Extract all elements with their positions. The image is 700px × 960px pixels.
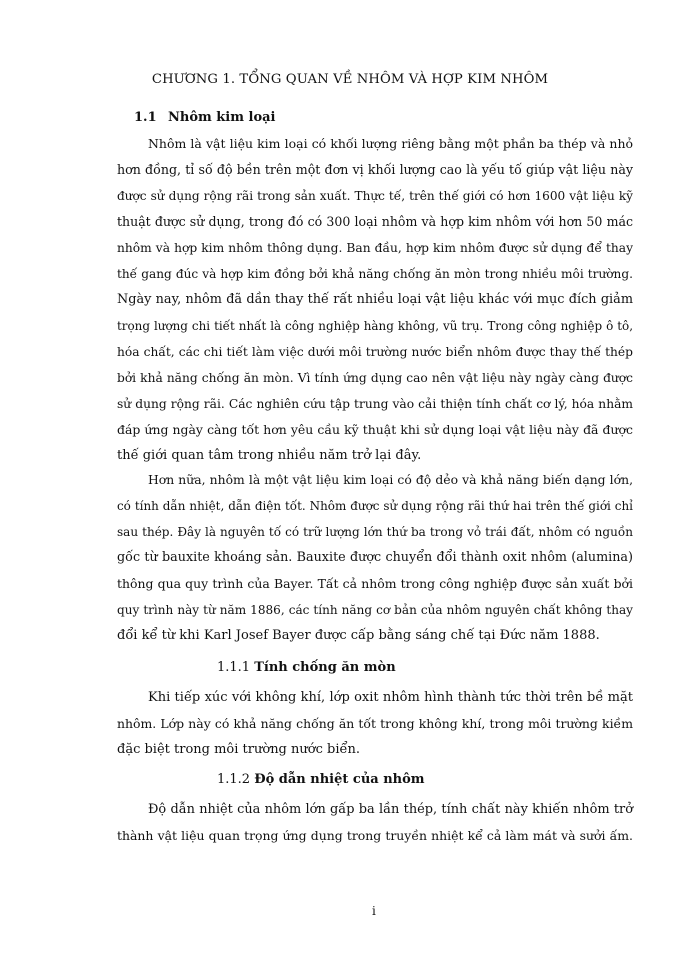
subsection-heading-1-1-2 — [217, 772, 425, 787]
section-title: Nhôm kim loại — [168, 110, 276, 125]
text-line: thế giới quan tâm trong nhiều năm trở lại đây. — [117, 448, 422, 463]
text-line: thành vật liệu quan trọng ứng dụng trong truyền nhiệt kể cả làm mát và sưởi ấm. — [117, 828, 633, 843]
text-line: sau thép. Đây là nguyên tố có trữ lượng lớn thứ ba trong vỏ trái đất, nhôm có nguồn — [117, 525, 633, 539]
section-heading — [134, 110, 276, 125]
text-line: gốc từ bauxite khoáng sản. Bauxite được chuyển đổi thành oxit nhôm (alumina) — [117, 550, 633, 565]
text-line: thông qua quy trình của Bayer. Tất cả nhôm trong công nghiệp được sản xuất bởi — [117, 576, 633, 591]
text-line: thuật được sử dụng, trong đó có 300 loại nhôm và hợp kim nhôm với hơn 50 mác — [117, 214, 633, 229]
text-line: đáp ứng ngày càng tốt hơn yêu cầu kỹ thuật khi sử dụng loại vật liệu này đã được — [117, 422, 633, 437]
paragraph-2 — [117, 467, 633, 649]
text-line: được sử dụng rộng rãi trong sản xuất. Thực tế, trên thế giới có hơn 1600 vật liệu kỹ — [117, 189, 633, 203]
paragraph-1 — [117, 131, 633, 469]
text-line: bởi khả năng chống ăn mòn. Vì tính ứng dụng cao nên vật liệu này ngày càng được — [117, 371, 633, 385]
text-line: sử dụng rộng rãi. Các nghiên cứu tập trung vào cải thiện tính chất cơ lý, hóa nhằm — [117, 397, 633, 411]
text-line: nhôm. Lớp này có khả năng chống ăn tốt trong không khí, trong môi trường kiềm — [117, 716, 633, 731]
text-line: Khi tiếp xúc với không khí, lớp oxit nhôm hình thành tức thời trên bề mặt — [148, 690, 633, 705]
text-line: đặc biệt trong môi trường nước biển. — [117, 742, 360, 757]
text-line: Độ dẫn nhiệt của nhôm lớn gấp ba lần thép, tính chất này khiến nhôm trở — [148, 802, 633, 817]
text-line: Nhôm là vật liệu kim loại có khối lượng riêng bằng một phần ba thép và nhỏ — [148, 136, 633, 151]
subsection-number: 1.1.1 — [217, 660, 251, 675]
chapter-title: CHƯƠNG 1. TỔNG QUAN VỀ NHÔM VÀ HỢP KIM NHÔM — [151, 72, 549, 87]
section-number: 1.1 — [134, 110, 157, 125]
text-line: thế gang đúc và hợp kim đồng bởi khả năng chống ăn mòn trong nhiều môi trường. — [117, 267, 633, 281]
subsection-heading-1-1-1 — [217, 660, 396, 675]
subsection-title: Độ dẫn nhiệt của nhôm — [254, 772, 425, 787]
paragraph-4 — [117, 797, 633, 849]
page-number: i — [372, 904, 376, 918]
subsection-title: Tính chống ăn mòn — [254, 660, 396, 675]
text-line: quy trình này từ năm 1886, các tính năng cơ bản của nhôm nguyên chất không thay — [117, 603, 633, 617]
text-line: hơn đồng, tỉ số độ bền trên một đơn vị khối lượng cao là yếu tố giúp vật liệu này — [117, 162, 633, 177]
text-line: Ngày nay, nhôm đã dần thay thế rất nhiều loại vật liệu khác với mục đích giảm — [117, 292, 633, 307]
paragraph-3 — [117, 685, 633, 763]
text-line: trọng lượng chi tiết nhất là công nghiệp hàng không, vũ trụ. Trong công nghiệp ô tô, — [117, 319, 633, 333]
text-line: đổi kể từ khi Karl Josef Bayer được cấp bằng sáng chế tại Đức năm 1888. — [117, 628, 600, 643]
text-line: có tính dẫn nhiệt, dẫn điện tốt. Nhôm được sử dụng rộng rãi thứ hai trên thế giới chỉ — [117, 499, 633, 513]
text-line: nhôm và hợp kim nhôm thông dụng. Ban đầu, hợp kim nhôm được sử dụng để thay — [117, 241, 633, 255]
subsection-number: 1.1.2 — [217, 772, 251, 787]
text-line: hóa chất, các chi tiết làm việc dưới môi trường nước biển nhôm được thay thế thép — [117, 345, 633, 359]
text-line: Hơn nữa, nhôm là một vật liệu kim loại có độ dẻo và khả năng biến dạng lớn, — [148, 473, 633, 487]
